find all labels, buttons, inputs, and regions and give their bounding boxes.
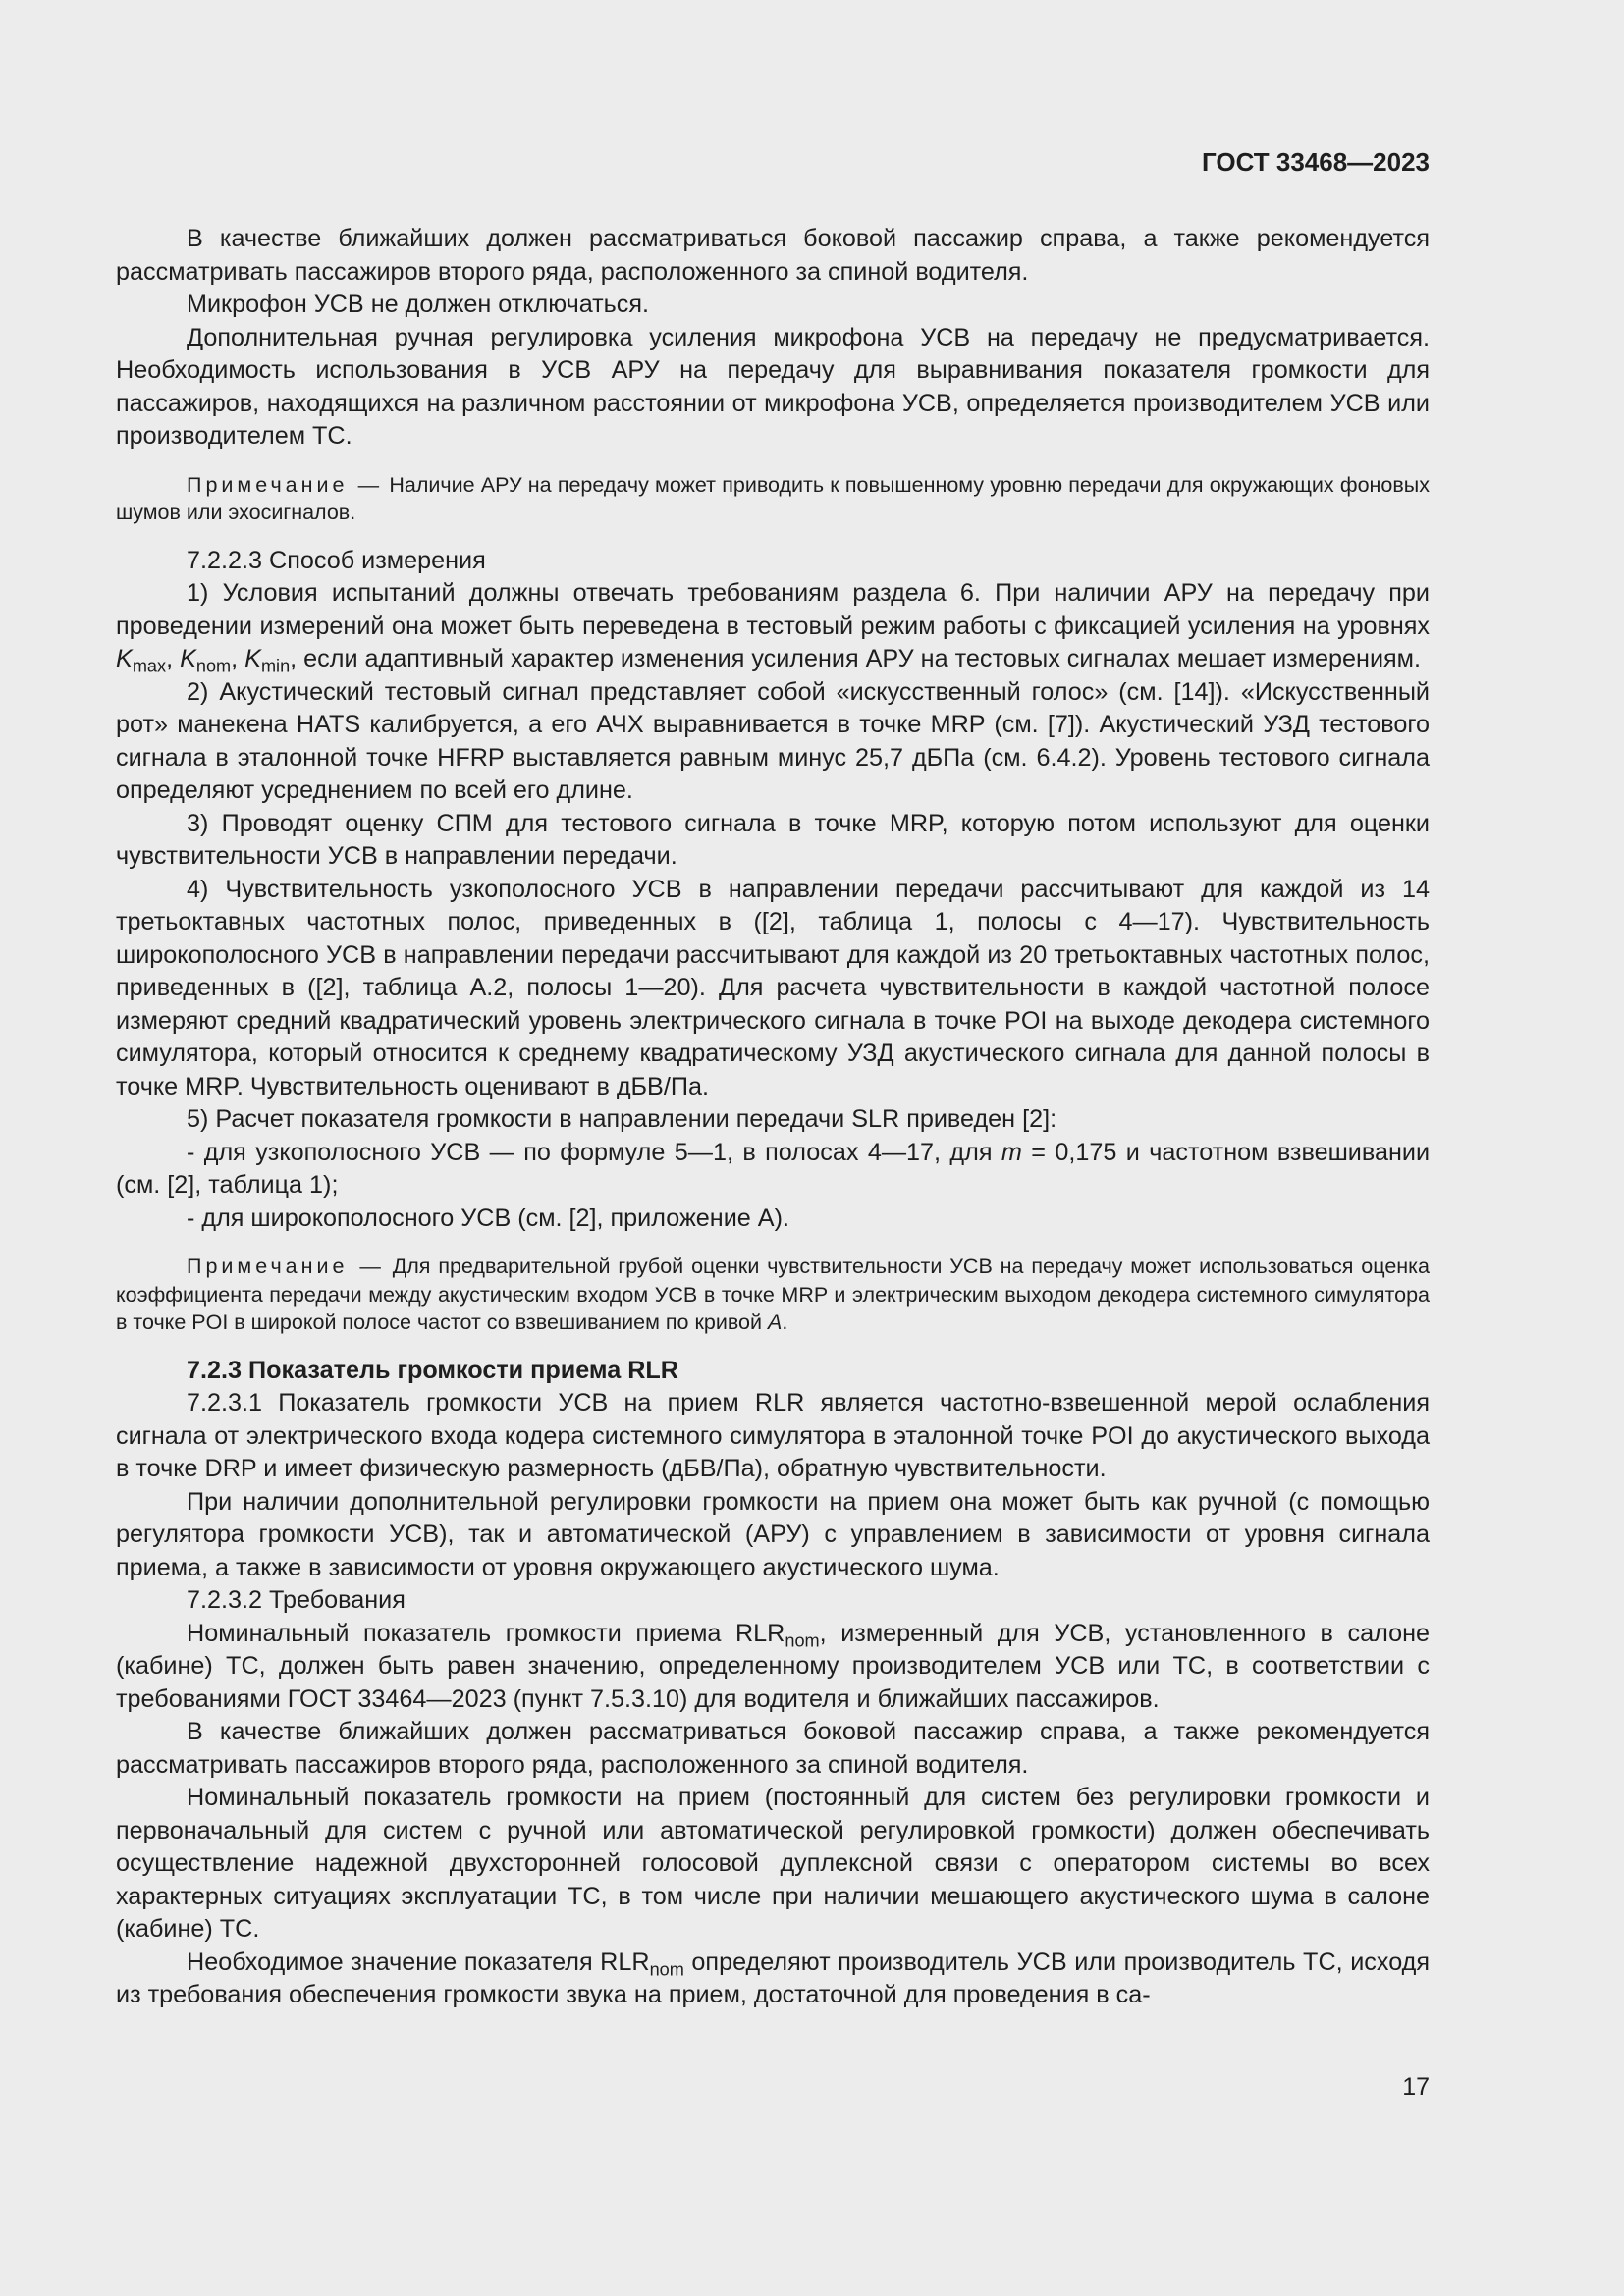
separator: , — [231, 645, 245, 672]
section-heading: 7.2.3.2 Требования — [187, 1586, 406, 1614]
list-item — [116, 1137, 1430, 1202]
text-span: , измеренный для УСВ, установленного в салоне (кабине) ТС, должен быть равен значению, определенному производителем УСВ или ТС, в соответствии с требованиями ГОСТ 33464—2023 (пункт 7.5.3.10) для водителя и ближайших пассажиров. — [116, 1619, 1431, 1713]
symbol-k: K — [244, 645, 261, 672]
paragraph: 4) Чувствительность узкополосного УСВ в направлении передачи рассчитывают для каждой из 14 третьоктавных частотных полос, приведенных в ([2], таблица 1, полосы с 4—17). Чувствительность широкополосного УСВ в направлении передачи рассчитывают для каждой из 20 третьоктавных частотных полос, приведенных в ([2], таблица А.2, полосы 1—20). Для расчета чувствительности в каждой частотной полосе измеряют средний квадратический уровень электрического сигнала в точке POI на выходе декодера системного симулятора, который относится к среднему квадратическому УЗД акустического сигнала для данной полосы в точке MRP. Чувствительность оценивают в дБВ/Па. — [116, 875, 1430, 1100]
subscript: min — [260, 656, 291, 676]
note-text: Наличие АРУ на передачу может приводить к повышенному уровню передачи для окружающих фоновых шумов или эхосигналов. — [116, 472, 1430, 524]
text-span: Номинальный показатель громкости приема RLR — [187, 1619, 785, 1647]
symbol-k: K — [116, 645, 133, 672]
note-text: Для предварительной грубой оценки чувствительности УСВ на передачу может использоваться оценка коэффициента передачи между акустическим входом УСВ в точке MRP и электрическим выходом декодера системного симулятора в точке POI в широкой полосе частот со взвешиванием по кривой — [116, 1255, 1430, 1334]
paragraph: В качестве ближайших должен рассматриваться боковой пассажир справа, а также рекомендуется рассматривать пассажиров второго ряда, расположенного за спиной водителя. — [116, 225, 1430, 286]
paragraph: 2) Акустический тестовый сигнал представляет собой «искусственный голос» (см. [14]). «Искусственный рот» манекена HATS калибруется, а его АЧХ выравнивается в точке MRP (см. [7]). Акустический УЗД тестового сигнала в эталонной точке HFRP выставляется равным минус 25,7 дБПа (см. 6.4.2). Уровень тестового сигнала определяют усреднением по всей его длине. — [116, 677, 1430, 804]
subscript: nom — [785, 1629, 820, 1650]
note-label: Примечание — — [187, 472, 384, 497]
section-heading: 7.2.2.3 Способ измерения — [187, 546, 486, 574]
text-span: Необходимое значение показателя RLR — [187, 1948, 650, 1976]
paragraph — [116, 577, 1430, 676]
symbol-k: K — [180, 645, 196, 672]
text-span: = 0,175 и частотном взвешивании (см. [2], таблица 1); — [116, 1138, 1431, 1199]
note-label: Примечание — — [187, 1255, 385, 1278]
section-heading-bold: 7.2.3 Показатель громкости приема RLR — [187, 1356, 678, 1384]
text-span: . — [782, 1310, 788, 1334]
paragraph: Номинальный показатель громкости на прием (постоянный для систем без регулировки громкости и первоначальный для систем с ручной или автоматической регулировкой громкости) должен обеспечивать осуществление надежной двухсторонней голосовой дуплексной связи с оператором системы во всех характерных ситуациях эксплуатации ТС, в том числе при наличии мешающего акустического шума в салоне (кабине) ТС. — [116, 1784, 1430, 1943]
subscript: nom — [195, 656, 232, 676]
page-number: 17 — [1402, 2073, 1430, 2101]
paragraph — [116, 1947, 1430, 2012]
document-body — [116, 223, 1430, 2012]
text-span: 1) Условия испытаний должны отвечать требованиям раздела 6. При наличии АРУ на передачу при проведении измерений она может быть переведена в тестовый режим работы с фиксацией усиления на уровнях — [116, 579, 1430, 640]
paragraph: 5) Расчет показателя громкости в направлении передачи SLR приведен [2]: — [187, 1105, 1057, 1133]
text-span: определяют производитель УСВ или производитель ТС, исходя из требования обеспечения громкости звука на прием, достаточной для проведения в са- — [116, 1948, 1430, 2008]
list-item: - для широкополосного УСВ (см. [2], приложение А). — [187, 1203, 789, 1232]
paragraph: При наличии дополнительной регулировки громкости на прием она может быть как ручной (с помощью регулятора громкости УСВ), так и автоматической (АРУ) с управлением в зависимости от уровня сигнала приема, а также в зависимости от уровня окружающего акустического шума. — [116, 1487, 1430, 1581]
paragraph: 3) Проводят оценку СПМ для тестового сигнала в точке MRP, которую потом используют для оценки чувствительности УСВ в направлении передачи. — [116, 809, 1430, 870]
text-span: , если адаптивный характер изменения усиления АРУ на тестовых сигналах мешает измерениям. — [290, 645, 1421, 672]
subscript: nom — [649, 1958, 684, 1979]
paragraph: Дополнительная ручная регулировка усиления микрофона УСВ на передачу не предусматривается. Необходимость использования в УСВ АРУ на передачу для выравнивания показателя громкости для пассажиров, находящихся на различном расстоянии от микрофона УСВ, определяется производителем УСВ или производителем ТС. — [116, 323, 1430, 450]
symbol-m: m — [1001, 1138, 1022, 1166]
note-symbol: A — [767, 1310, 783, 1334]
note — [116, 471, 1430, 527]
note — [116, 1253, 1430, 1337]
subscript: max — [132, 656, 167, 676]
paragraph — [116, 1618, 1430, 1717]
paragraph: В качестве ближайших должен рассматриваться боковой пассажир справа, а также рекомендуется рассматривать пассажиров второго ряда, расположенного за спиной водителя. — [116, 1718, 1430, 1779]
paragraph: 7.2.3.1 Показатель громкости УСВ на прием RLR является частотно-взвешенной мерой ослабления сигнала от электрического входа кодера системного симулятора в эталонной точке POI до акустического выхода в точке DRP и имеет физическую размерность (дБВ/Па), обратную чувствительности. — [116, 1389, 1430, 1482]
separator: , — [166, 645, 181, 672]
text-span: - для узкополосного УСВ — по формуле 5—1, в полосах 4—17, для — [187, 1138, 1001, 1166]
page-header-standard: ГОСТ 33468—2023 — [1202, 147, 1430, 177]
paragraph: Микрофон УСВ не должен отключаться. — [187, 291, 650, 318]
